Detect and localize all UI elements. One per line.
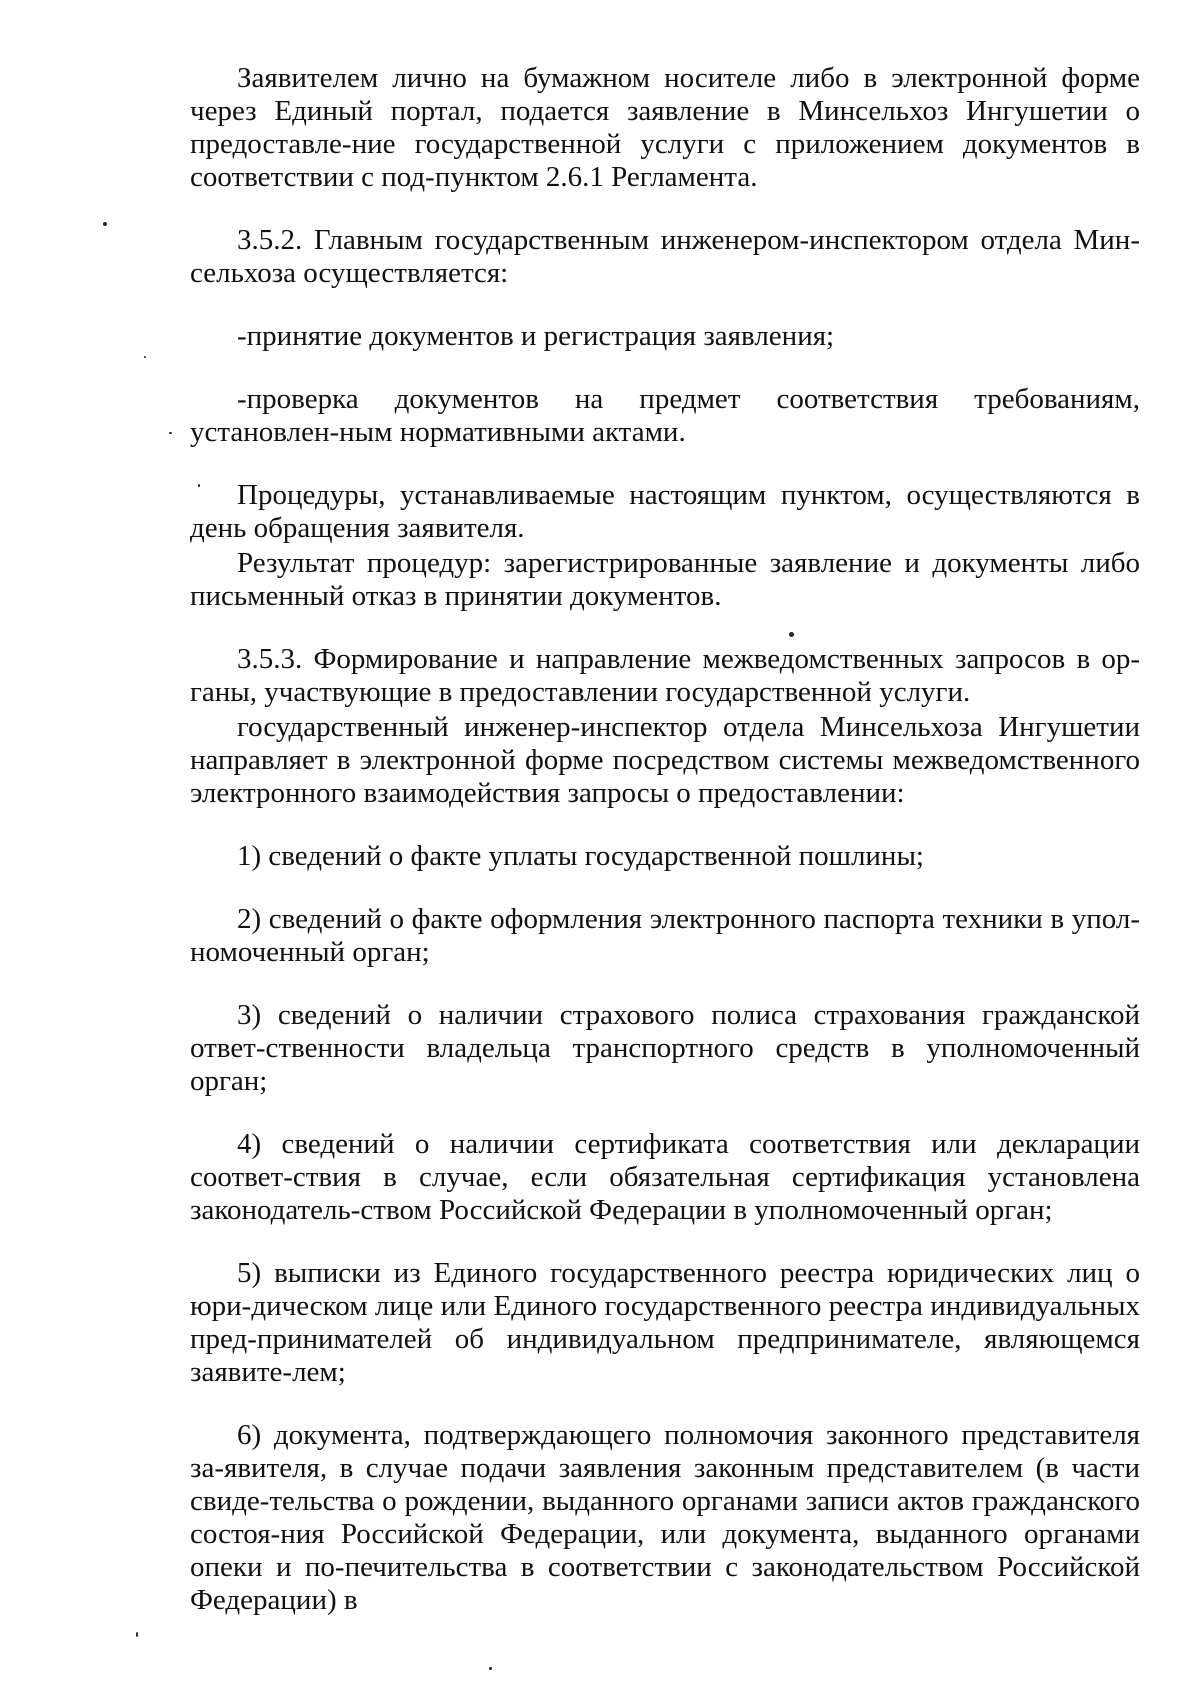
list-item-2-electronic-passport: 2) сведений о факте оформления электронного паспорта техники в упол-номоченный орган; xyxy=(190,903,1140,968)
list-item-3-insurance-policy: 3) сведений о наличии страхового полиса страхования гражданской ответ-ственности владельца транспортного средств в уполномоченный орган; xyxy=(190,999,1140,1097)
scan-speck xyxy=(169,432,172,434)
list-item-6-representative-document: 6) документа, подтверждающего полномочия законного представителя за-явителя, в случае подачи заявления законным представителем (в части свиде-тельства о рождении, выданного органами записи актов гражданского состоя-ния Российской Федерации, или документа, выданного органами опеки и по-печительства в соответствии с законодательством Российской Федерации) в xyxy=(190,1419,1140,1616)
paragraph-section-3-5-2: 3.5.2. Главным государственным инженером-инспектором отдела Мин-сельхоза осуществляется: xyxy=(190,224,1140,289)
list-item-document-verification: -проверка документов на предмет соответствия требованиям, установлен-ным нормативными актами. xyxy=(190,383,1140,448)
paragraph-section-3-5-3: 3.5.3. Формирование и направление межведомственных запросов в ор-ганы, участвующие в предоставлении государственной услуги. xyxy=(190,643,1140,708)
list-item-document-acceptance: -принятие документов и регистрация заявления; xyxy=(237,320,835,352)
paragraph-procedure-result: Результат процедур: зарегистрированные заявление и документы либо письменный отказ в принятии документов. xyxy=(190,547,1140,612)
paragraph-inspector-requests: государственный инженер-инспектор отдела Минсельхоза Ингушетии направляет в электронной форме посредством системы межведомственного электронного взаимодействия запросы о предоставлении: xyxy=(190,711,1140,809)
list-item-5-registry-extract: 5) выписки из Единого государственного реестра юридических лиц о юри-дическом лице или Единого государственного реестра индивидуальных пред-принимателей об индивидуальном предпринимателе, являющемся заявите-лем; xyxy=(190,1257,1140,1388)
paragraph-procedures-timing: Процедуры, устанавливаемые настоящим пунктом, осуществляются в день обращения заявителя. xyxy=(190,479,1140,544)
scan-speck xyxy=(489,1667,492,1670)
paragraph-application-submission: Заявителем лично на бумажном носителе либо в электронной форме через Единый портал, подается заявление в Минсельхоз Ингушетии о предоставле-ние государственной услуги с приложением документов в соответствии с под-пунктом 2.6.1 Регламента. xyxy=(190,62,1140,193)
scan-speck xyxy=(136,1632,138,1637)
list-item-4-certificate: 4) сведений о наличии сертификата соответствия или декларации соответ-ствия в случае, если обязательная сертификация установлена законодатель-ством Российской Федерации в уполномоченный орган; xyxy=(190,1128,1140,1226)
scan-speck xyxy=(144,356,146,358)
scan-speck xyxy=(198,484,200,487)
scan-speck xyxy=(789,632,794,637)
scan-speck xyxy=(103,222,107,226)
list-item-1-state-duty: 1) сведений о факте уплаты государственной пошлины; xyxy=(237,840,924,872)
document-page xyxy=(190,62,1140,1617)
